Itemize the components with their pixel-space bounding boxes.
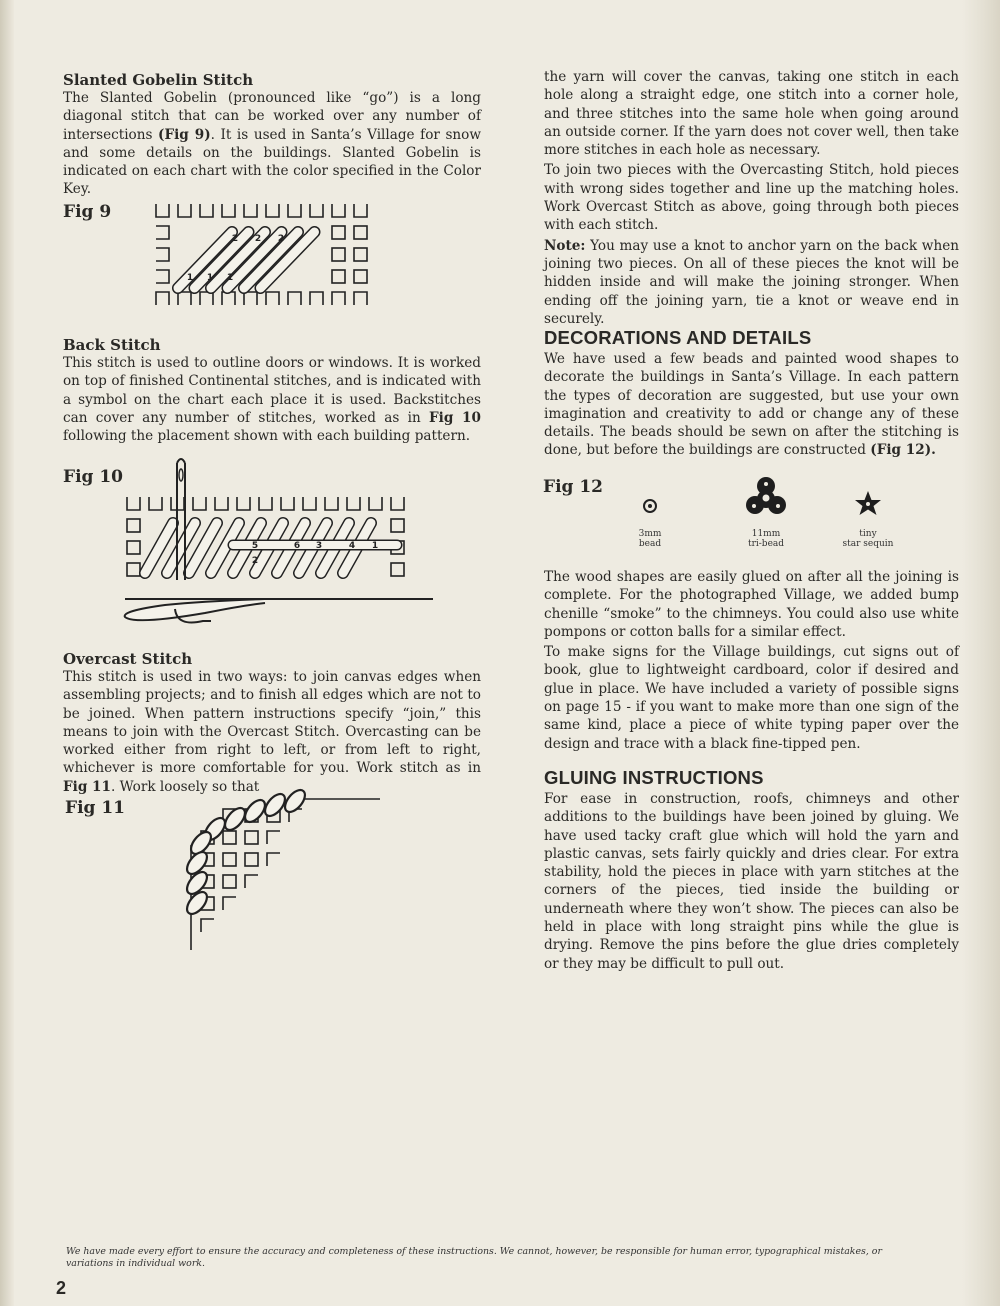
canvas-hole (127, 563, 140, 576)
yarn-tail (125, 599, 265, 620)
bead-3mm (628, 478, 672, 549)
star-sequin (838, 478, 898, 549)
canvas-hole (127, 541, 140, 554)
canvas-hole (245, 831, 258, 844)
tri-bead-11mm (738, 470, 794, 549)
fig10-reference: Fig 10 (429, 409, 481, 426)
canvas-hole (223, 831, 236, 844)
canvas-hole (266, 292, 279, 305)
canvas-hole (325, 497, 338, 510)
slanted-text-part: The Slanted Gobelin (pronounced like “go”) is a long diagonal stitch that can be worked over any number of intersections (63, 90, 481, 143)
canvas-hole (354, 226, 367, 239)
canvas-hole (200, 204, 213, 217)
canvas-hole (332, 248, 345, 261)
canvas-hole (310, 292, 323, 305)
canvas-hole (245, 853, 258, 866)
canvas-hole (178, 292, 191, 305)
canvas-hole (369, 497, 382, 510)
tri-bead-icon (738, 470, 794, 526)
fig11-diagram (175, 785, 385, 955)
bead3-caption-line1: tiny (859, 529, 877, 539)
canvas-hole (201, 919, 214, 932)
note-label: Note: (544, 237, 586, 254)
join-instructions-text: To join two pieces with the Overcasting Stitch, hold pieces with wrong sides together and line up the matching holes. Work Overcast Stitch as above, going through both pieces with each stitch. (544, 162, 959, 234)
bead3-caption-line2: star sequin (842, 539, 894, 549)
fig9-reference: (Fig 9) (158, 126, 211, 143)
canvas-hole (354, 248, 367, 261)
gluing-title: GLUING INSTRUCTIONS (544, 767, 764, 788)
canvas-hole (354, 292, 367, 305)
stitch-number: 6 (293, 541, 301, 551)
fig12-beads (620, 478, 930, 558)
canvas-hole (215, 497, 228, 510)
canvas-hole (156, 292, 169, 305)
bead1-caption-line1: 3mm (638, 529, 662, 539)
wood-shapes-text: The wood shapes are easily glued on after all the joining is complete. For the photographed Village, we added bump chenille “smoke” to the chimneys. You could also use white pompons or cotton balls for a similar effect. (544, 569, 959, 640)
gluing-text: For ease in construction, roofs, chimneys and other additions to the buildings have been joined by gluing. We have used tacky craft glue which will hold the yarn and plastic canvas, sets fairly quickly and dries clear. For extra stability, hold the pieces in place with yarn stitches at the corners of the pieces, tied inside the building or underneath where they won’t show. The pieces can also be held in place with long straight pins while the glue is drying. Remove the pins before the glue dries completely or they may be difficult to pull out. (544, 791, 959, 972)
back-stitch-text (63, 354, 481, 445)
overcast-stitch-title: Overcast Stitch (63, 650, 193, 668)
canvas-hole (156, 226, 169, 239)
stitch-number: 3 (315, 541, 323, 551)
canvas-hole (127, 497, 140, 510)
fig11-reference: Fig 11 (63, 778, 111, 795)
fig12-label: Fig 12 (543, 477, 603, 497)
right-column-top (544, 68, 959, 330)
stitch-number: 1 (206, 273, 214, 283)
slanted-text-part: . It is used in Santa’s Village for snow and some details on the buildings. Slanted Gobelin is indicated on each chart with the color specified in the Color Key. (63, 126, 481, 198)
stitch-number: 1 (371, 541, 379, 551)
canvas-hole (288, 204, 301, 217)
overcast-stitch-text (63, 668, 481, 796)
back-text-part: This stitch is used to outline doors or windows. It is worked on top of finished Continental stitches, and is indicated with a symbol on the chart each place it is used. Backstitches can cover any number of stitches, worked as in (63, 355, 481, 426)
canvas-hole (237, 497, 250, 510)
canvas-hole (223, 875, 236, 888)
back-stitch-section (63, 336, 481, 447)
canvas-hole (156, 204, 169, 217)
signs-text: To make signs for the Village buildings, cut signs out of book, glue to lightweight cardboard, color if desired and glue in place. We have included a variety of possible signs on page 15 - if you want to make more than one sign of the same kind, place a piece of white typing paper over the design and trace with a black fine-tipped pen. (544, 644, 959, 752)
stitch-number: 1 (186, 273, 194, 283)
bead-icon (628, 478, 672, 526)
canvas-hole (223, 853, 236, 866)
back-text-part: following the placement shown with each building pattern. (63, 428, 471, 445)
bead2-caption-line1: 11mm (751, 529, 781, 539)
canvas-hole (332, 204, 345, 217)
canvas-hole (391, 519, 404, 532)
fig12-reference: (Fig 12). (870, 442, 936, 459)
wood-shapes-section (544, 568, 959, 755)
gluing-section (544, 767, 959, 975)
needle-eye (179, 469, 183, 481)
stitch-number: 1 (226, 273, 234, 283)
back-stitch-title: Back Stitch (63, 336, 161, 354)
decorations-text (544, 350, 959, 460)
slanted-gobelin-title: Slanted Gobelin Stitch (63, 71, 254, 89)
canvas-hole (354, 204, 367, 217)
canvas-hole (222, 204, 235, 217)
stitch-number: 5 (251, 541, 259, 551)
overcast-stitch-section (63, 650, 481, 798)
canvas-hole (127, 519, 140, 532)
canvas-hole (156, 248, 169, 261)
bead2-caption-line2: tri-bead (747, 539, 785, 549)
canvas-hole (281, 497, 294, 510)
fig10-label: Fig 10 (63, 467, 123, 487)
fig11-label: Fig 11 (65, 798, 125, 818)
fig10-diagram (115, 455, 435, 635)
decorations-text-part: We have used a few beads and painted wood shapes to decorate the buildings in Santa’s Village. In each pattern the types of decoration are suggested, but use your own imagination and creativity to add or change any of these details. The beads should be sewn on after the stitching is done, but before the buildings are constructed (544, 351, 959, 459)
canvas-hole (244, 292, 257, 305)
fig9-diagram (150, 198, 390, 318)
canvas-hole (223, 897, 236, 910)
canvas-hole (259, 497, 272, 510)
disclaimer-footer: We have made every effort to ensure the accuracy and completeness of these instructions. We cannot, however, be responsible for human error, typographical mistakes, or variations in individual work. (66, 1246, 882, 1269)
canvas-hole (303, 497, 316, 510)
slanted-gobelin-section (63, 71, 481, 201)
canvas-hole (149, 497, 162, 510)
canvas-hole (222, 292, 235, 305)
canvas-hole (267, 831, 280, 844)
stitch-number: 2 (254, 234, 262, 244)
page-edge-right (962, 0, 1000, 1306)
overcast-text-part: This stitch is used in two ways: to join canvas edges when assembling projects; and to finish all edges which are not to be joined. When pattern instructions specify “join,” this means to join with the Overcast Stitch. Overcasting can be worked either from right to left, or from left to right, whichever is more comfortable for you. Work stitch as in (63, 669, 481, 777)
fig9-label: Fig 9 (63, 202, 112, 222)
canvas-hole (310, 204, 323, 217)
canvas-hole (288, 292, 301, 305)
canvas-hole (178, 204, 191, 217)
canvas-hole (354, 270, 367, 283)
page-edge-left (0, 0, 14, 1306)
canvas-hole (267, 853, 280, 866)
canvas-hole (391, 563, 404, 576)
canvas-hole (156, 270, 169, 283)
canvas-hole (266, 204, 279, 217)
decorations-section (544, 327, 959, 462)
stitch-number: 2 (231, 234, 239, 244)
canvas-hole (332, 226, 345, 239)
canvas-hole (391, 497, 404, 510)
page-number: 2 (56, 1278, 67, 1298)
note-body: You may use a knot to anchor yarn on the back when joining two pieces. On all of these pieces the knot will be hidden inside and will make the joining stronger. When ending off the joining yarn, tie a knot or weave end in securely. (544, 237, 959, 327)
canvas-hole (332, 270, 345, 283)
overcast-continued-text: the yarn will cover the canvas, taking one stitch in each hole along a straight edge, one stitch into a corner hole, and three stitches into the same hole when going around an outside corner. If the yarn does not cover well, then take more stitches in each hole as necessary. (544, 69, 959, 159)
note-text (544, 237, 959, 328)
decorations-title: DECORATIONS AND DETAILS (544, 327, 812, 348)
stitch-number: 2 (277, 234, 285, 244)
slanted-gobelin-text (63, 89, 481, 199)
canvas-hole (193, 497, 206, 510)
bead1-caption-line2: bead (638, 539, 662, 549)
overcast-text-part: . Work loosely so that (110, 778, 260, 795)
canvas-hole (244, 204, 257, 217)
star-sequin-icon (838, 478, 898, 526)
canvas-hole (245, 875, 258, 888)
canvas-hole (332, 292, 345, 305)
stitch-number: 4 (348, 541, 356, 551)
canvas-hole (347, 497, 360, 510)
stitch-number: 2 (251, 556, 259, 566)
